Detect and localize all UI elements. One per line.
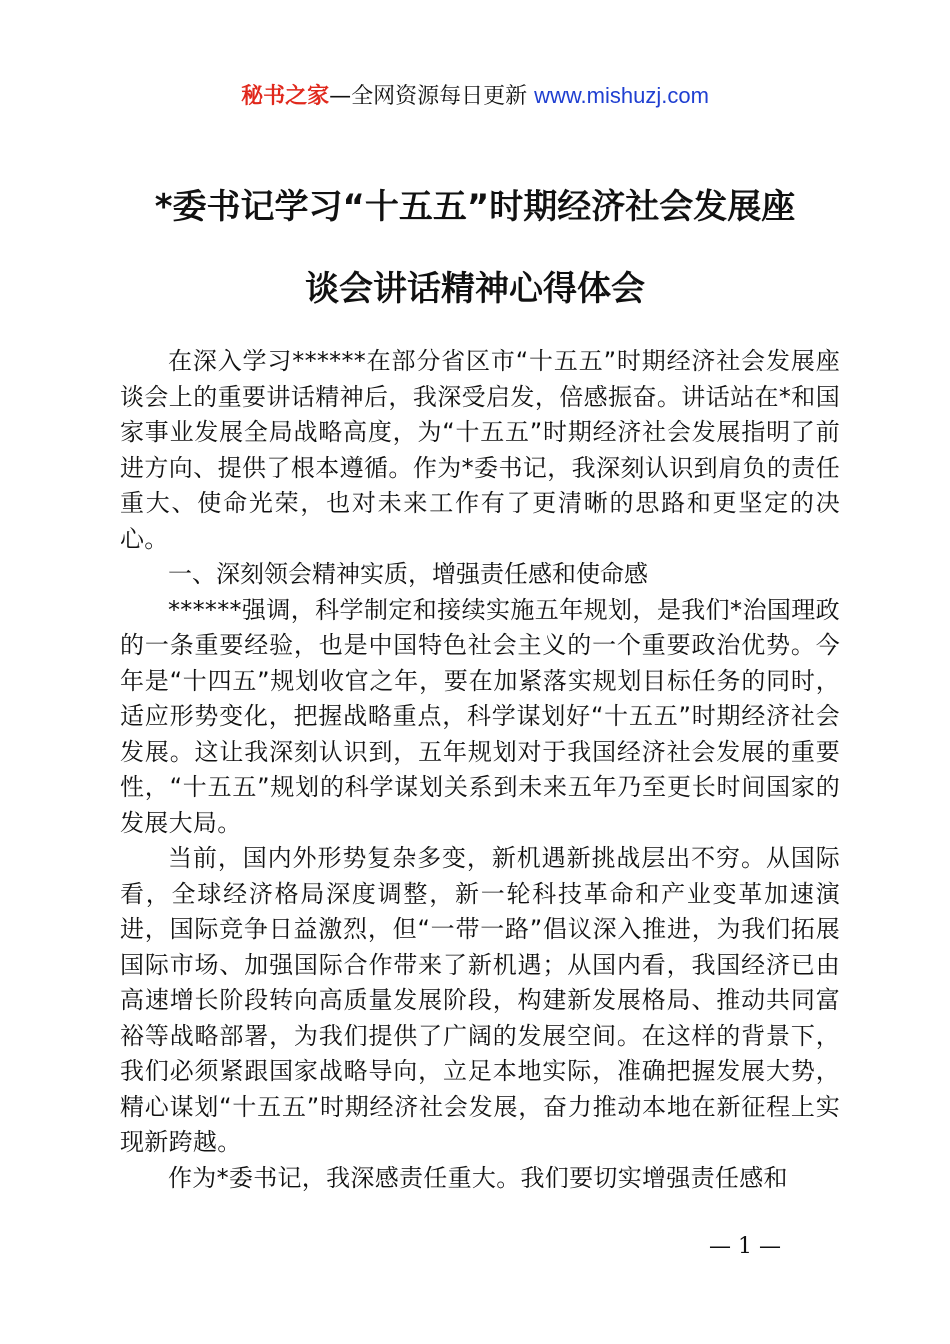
site-header bbox=[0, 80, 950, 113]
header-tagline: —全网资源每日更新 bbox=[329, 84, 535, 109]
document-body bbox=[120, 344, 840, 1196]
section-heading-1: 一、深刻领会精神实质，增强责任感和使命感 bbox=[168, 560, 648, 588]
document-title bbox=[95, 166, 855, 330]
brand-name: 秘书之家 bbox=[241, 84, 330, 109]
paragraph-intro: 在深入学习******在部分省区市“十五五”时期经济社会发展座谈会上的重要讲话精神后，我深受启发，倍感振奋。讲话站在*和国家事业发展全局战略高度，为“十五五”时期经济社会发展指明了前进方向、提供了根本遵循。作为*委书记，我深刻认识到肩负的责任重大、使命光荣，也对未来工作有了更清晰的思路和更坚定的决心。 bbox=[120, 347, 840, 553]
title-line-1: *委书记学习“十五五”时期经济社会发展座 bbox=[154, 187, 796, 227]
title-line-2: 谈会讲话精神心得体会 bbox=[305, 269, 645, 309]
paragraph-4: 作为*委书记，我深感责任重大。我们要切实增强责任感和 bbox=[168, 1163, 788, 1192]
page-number: — 1 — bbox=[709, 1234, 781, 1259]
paragraph-3: 当前，国内外形势复杂多变，新机遇新挑战层出不穷。从国际看，全球经济格局深度调整，新一轮科技革命和产业变革加速演进，国际竞争日益激烈，但“一带一路”倡议深入推进，为我们拓展国际市场、加强国际合作带来了新机遇；从国内看，我国经济已由高速增长阶段转向高质量发展阶段，构建新发展格局、推动共同富裕等战略部署，为我们提供了广阔的发展空间。在这样的背景下，我们必须紧跟国家战略导向，立足本地实际，准确把握发展大势，精心谋划“十五五”时期经济社会发展，奋力推动本地在新征程上实现新跨越。 bbox=[120, 844, 840, 1156]
site-url-link[interactable]: www.mishuzj.com bbox=[534, 83, 709, 108]
paragraph-2: ******强调，科学制定和接续实施五年规划，是我们*治国理政的一条重要经验，也是中国特色社会主义的一个重要政治优势。今年是“十四五”规划收官之年，要在加紧落实规划目标任务的同时，适应形势变化，把握战略重点，科学谋划好“十五五”时期经济社会发展。这让我深刻认识到，五年规划对于我国经济社会发展的重要性，“十五五”规划的科学谋划关系到未来五年乃至更长时间国家的发展大局。 bbox=[120, 595, 840, 837]
